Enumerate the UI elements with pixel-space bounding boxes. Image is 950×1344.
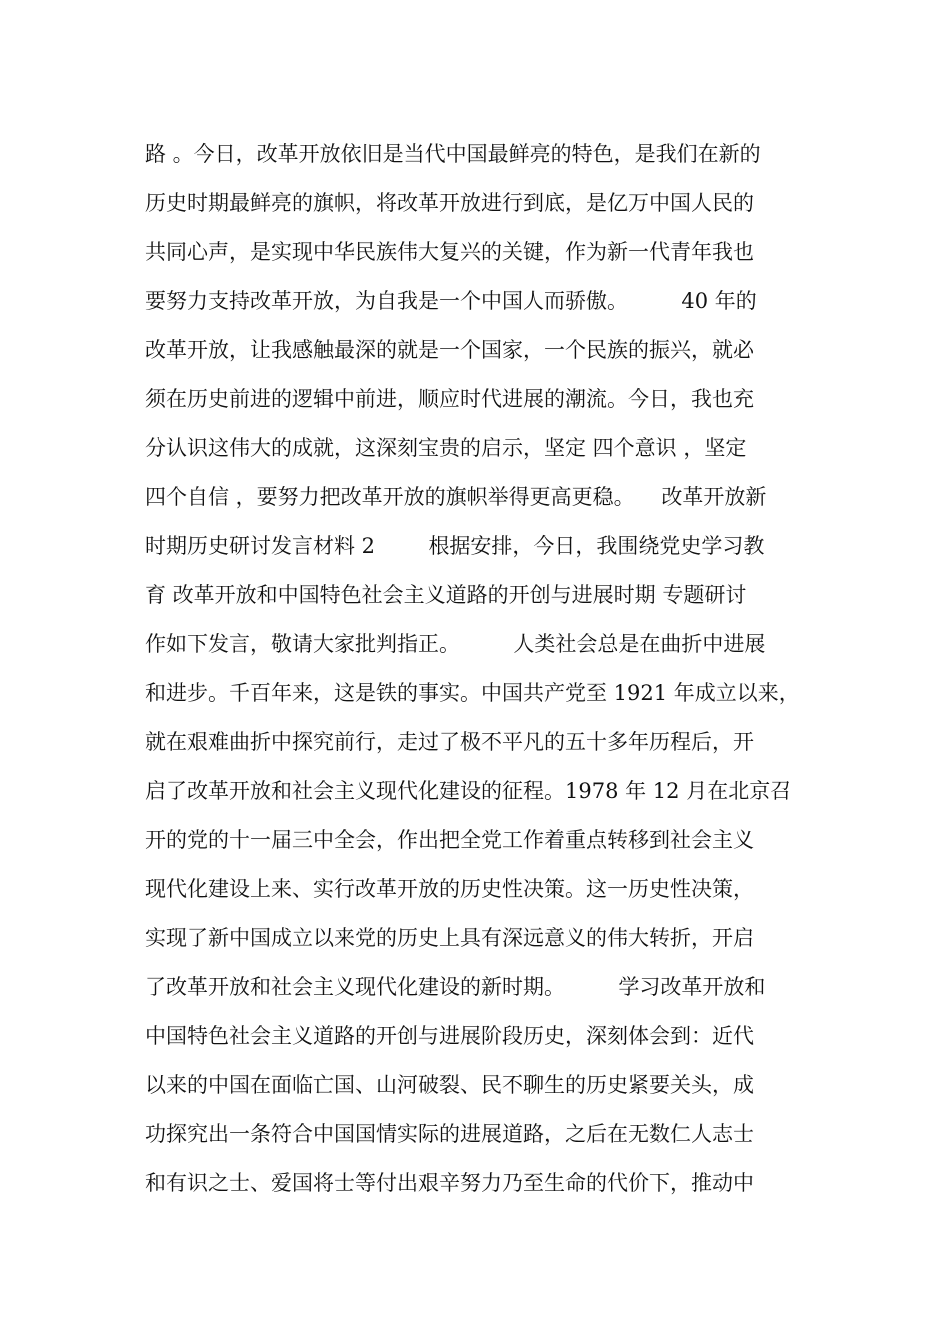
text-line: 育 改革开放和中国特色社会主义道路的开创与进展时期 专题研讨 xyxy=(145,583,747,607)
text-line: 了改革开放和社会主义现代化建设的新时期。 学习改革开放和 xyxy=(145,975,766,999)
text-line: 路 。今日，改革开放依旧是当代中国最鲜亮的特色，是我们在新的 xyxy=(145,142,761,166)
text-line: 就在艰难曲折中探究前行，走过了极不平凡的五十多年历程后，开 xyxy=(145,730,754,754)
text-line: 改革开放，让我感触最深的就是一个国家，一个民族的振兴，就必 xyxy=(145,338,754,362)
text-line: 中国特色社会主义道路的开创与进展阶段历史，深刻体会到：近代 xyxy=(145,1024,754,1048)
text-line: 开的党的十一届三中全会，作出把全党工作着重点转移到社会主义 xyxy=(145,828,754,852)
text-line: 分认识这伟大的成就，这深刻宝贵的启示，坚定 四个意识 ，坚定 xyxy=(145,436,747,460)
text-line: 要努力支持改革开放，为自我是一个中国人而骄傲。 40 年的 xyxy=(145,289,757,313)
text-line: 和进步。千百年来，这是铁的事实。中国共产党至 1921 年成立以来， xyxy=(145,681,800,705)
text-line: 现代化建设上来、实行改革开放的历史性决策。这一历史性决策， xyxy=(145,877,754,901)
text-line: 以来的中国在面临亡国、山河破裂、民不聊生的历史紧要关头，成 xyxy=(145,1073,754,1097)
text-line: 实现了新中国成立以来党的历史上具有深远意义的伟大转折，开启 xyxy=(145,926,754,950)
text-line: 共同心声，是实现中华民族伟大复兴的关键，作为新一代青年我也 xyxy=(145,240,754,264)
text-line: 功探究出一条符合中国国情实际的进展道路，之后在无数仁人志士 xyxy=(145,1122,754,1146)
text-line: 须在历史前进的逻辑中前进，顺应时代进展的潮流。今日，我也充 xyxy=(145,387,754,411)
text-line: 历史时期最鲜亮的旗帜，将改革开放进行到底，是亿万中国人民的 xyxy=(145,191,754,215)
text-line: 作如下发言，敬请大家批判指正。 人类社会总是在曲折中进展 xyxy=(145,632,766,656)
text-line: 启了改革开放和社会主义现代化建设的征程。1978 年 12 月在北京召 xyxy=(145,779,792,803)
text-line: 和有识之士、爱国将士等付出艰辛努力乃至生命的代价下，推动中 xyxy=(145,1171,754,1195)
text-line: 四个自信 ，要努力把改革开放的旗帜举得更高更稳。 改革开放新 xyxy=(145,485,767,509)
text-line: 时期历史研讨发言材料 2 根据安排，今日，我围绕党史学习教 xyxy=(145,534,765,558)
body-text xyxy=(145,130,810,1208)
